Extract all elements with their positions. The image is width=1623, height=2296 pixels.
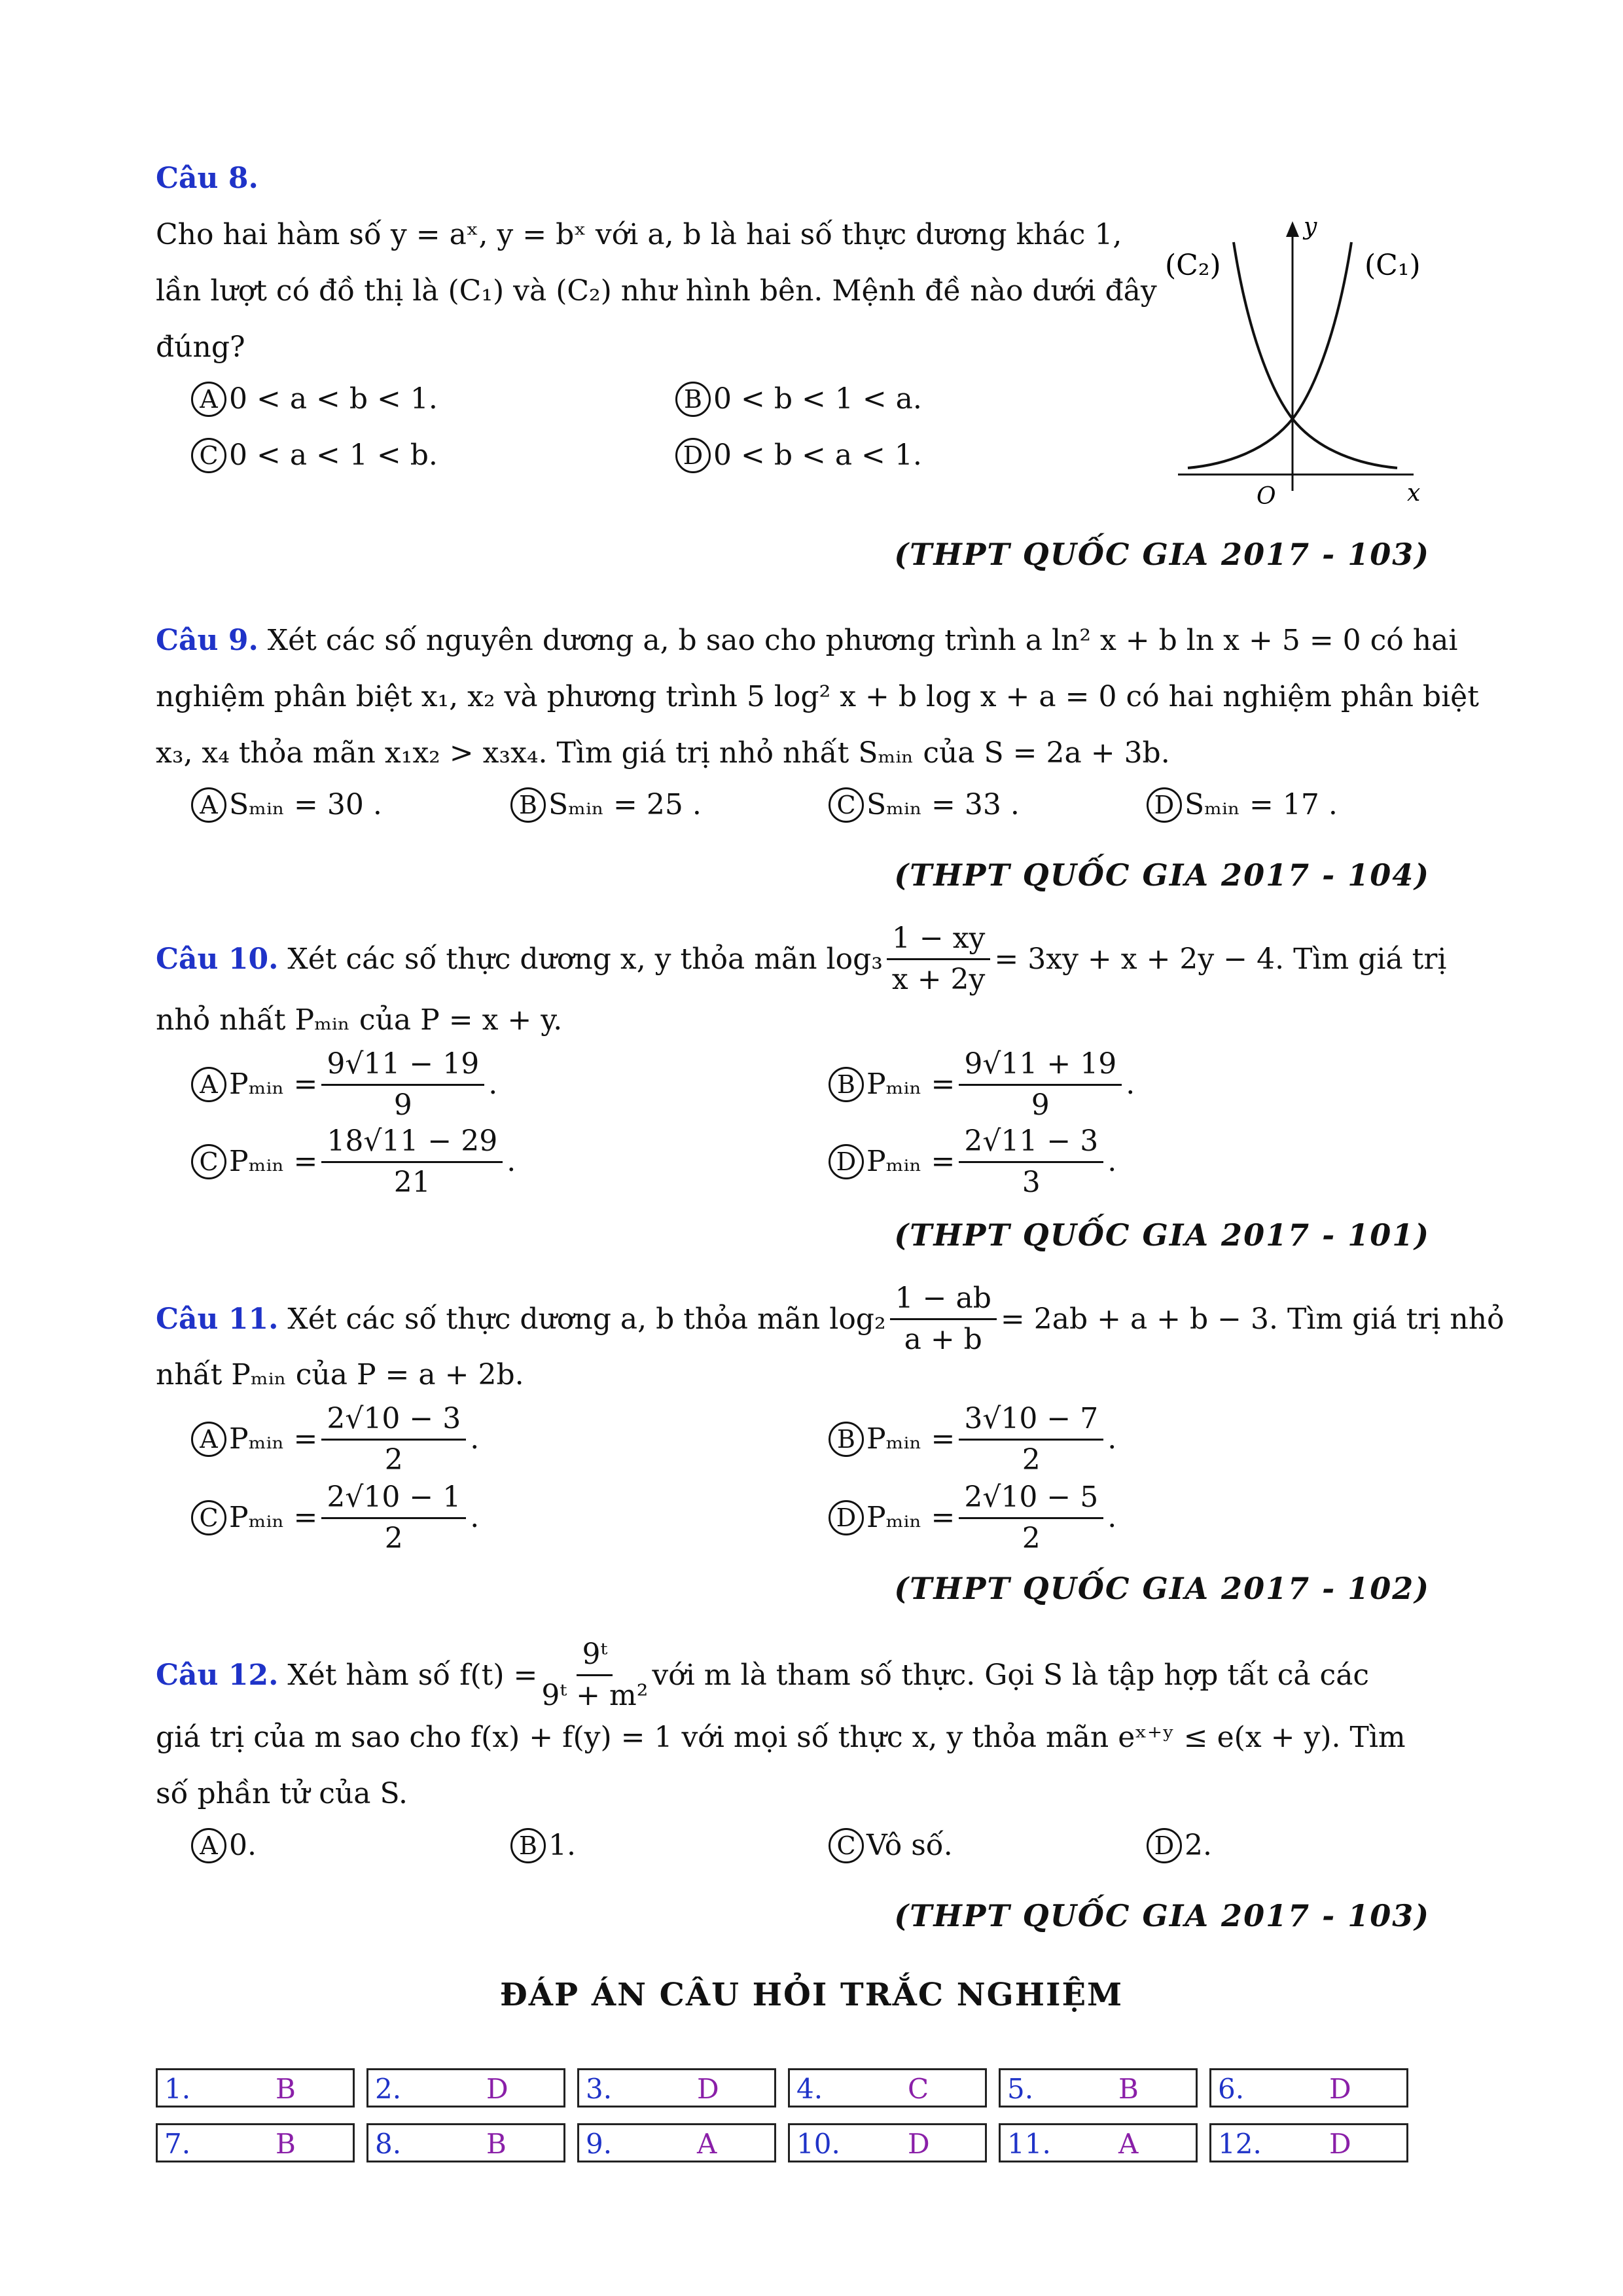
- q10-option-c[interactable]: C Pₘᵢₙ = $\frac{18√11 - 29}{21}$ .: [191, 1119, 516, 1204]
- option-letter: A: [191, 1067, 226, 1102]
- option-letter: C: [191, 1500, 226, 1535]
- x-label: x: [1407, 480, 1421, 507]
- answer-cell: 1. B: [156, 2068, 355, 2108]
- option-letter: B: [829, 1067, 864, 1102]
- q11-fraction: $\frac{1 - ab}{a + b}$: [890, 1279, 997, 1359]
- q9-line2: nghiệm phân biệt x₁, x₂ và phương trình 5 log² x + b log x + a = 0 có hai nghiệm phân biệt: [156, 680, 1479, 713]
- y-axis-arrow: [1286, 221, 1299, 237]
- answer-cell: 2. D: [366, 2068, 565, 2108]
- q9-line1: Câu 9. Xét các số nguyên dương a, b sao cho phương trình a ln² x + b ln x + 5 = 0 có hai: [156, 624, 1458, 657]
- q11-line1: Câu 11. Xét các số thực dương a, b thỏa mãn log₂ $\frac{1 - ab}{a + b}$ = 2ab + a + b − 3. Tìm giá trị nhỏ: [156, 1276, 1505, 1361]
- option-letter: D: [675, 438, 711, 473]
- answer-cell: 5. B: [999, 2068, 1198, 2108]
- answer-cell: 11. A: [999, 2123, 1198, 2162]
- q11-option-a[interactable]: A Pₘᵢₙ = $\frac{2√10 - 3}{2}$ .: [191, 1397, 479, 1482]
- q8-line1: Cho hai hàm số y = aˣ, y = bˣ với a, b là hai số thực dương khác 1,: [156, 218, 1122, 251]
- q8-source: (THPT QUỐC GIA 2017 - 103): [894, 537, 1430, 572]
- option-letter: D: [829, 1500, 864, 1535]
- q12-option-a[interactable]: A 0.: [191, 1826, 257, 1865]
- answer-cell: 4. C: [788, 2068, 987, 2108]
- option-letter: D: [1147, 1828, 1182, 1863]
- q11-line2: nhất Pₘᵢₙ của P = a + 2b.: [156, 1358, 524, 1391]
- q10-option-a[interactable]: A Pₘᵢₙ = $\frac{9√11 - 19}{9}$ .: [191, 1042, 497, 1127]
- q9-option-b[interactable]: B Sₘᵢₙ = 25 .: [510, 785, 702, 825]
- option-letter: C: [829, 1828, 864, 1863]
- q8-label: Câu 8.: [156, 162, 259, 195]
- q12-option-d[interactable]: D 2.: [1147, 1826, 1212, 1865]
- q12-line1: Câu 12. Xét hàm số f(t) = $\frac{\text{9ᵗ}}{\text{9ᵗ + m²}}$ với m là tham số thực. Gọi S là tập hợp tất cả các: [156, 1632, 1369, 1717]
- option-letter: A: [191, 382, 226, 417]
- q9-option-c[interactable]: C Sₘᵢₙ = 33 .: [829, 785, 1020, 825]
- option-letter: A: [191, 1828, 226, 1863]
- answer-cell: 12. D: [1209, 2123, 1408, 2162]
- q8-line3: đúng?: [156, 331, 245, 364]
- c2-label: (C₂): [1165, 249, 1221, 282]
- option-letter: A: [191, 1422, 226, 1457]
- answer-cell: 9. A: [577, 2123, 776, 2162]
- answer-cell: 8. B: [366, 2123, 565, 2162]
- q9-line3: x₃, x₄ thỏa mãn x₁x₂ > x₃x₄. Tìm giá trị nhỏ nhất Sₘᵢₙ của S = 2a + 3b.: [156, 736, 1170, 770]
- option-letter: B: [829, 1422, 864, 1457]
- option-letter: B: [675, 382, 711, 417]
- option-letter: B: [510, 1828, 546, 1863]
- q8-option-b[interactable]: B 0 < b < 1 < a.: [675, 380, 922, 419]
- answer-cell: 6. D: [1209, 2068, 1408, 2108]
- y-label: y: [1304, 213, 1317, 240]
- q10-line2: nhỏ nhất Pₘᵢₙ của P = x + y.: [156, 1003, 563, 1037]
- q9-option-a[interactable]: A Sₘᵢₙ = 30 .: [191, 785, 382, 825]
- q9-source: (THPT QUỐC GIA 2017 - 104): [894, 857, 1430, 893]
- option-letter: C: [829, 787, 864, 823]
- q11-option-d[interactable]: D Pₘᵢₙ = $\frac{2√10 - 5}{2}$ .: [829, 1475, 1116, 1560]
- option-letter: D: [1147, 787, 1182, 823]
- option-letter: C: [191, 1144, 226, 1179]
- c1-label: (C₁): [1364, 249, 1421, 282]
- q11-option-c[interactable]: C Pₘᵢₙ = $\frac{2√10 - 1}{2}$ .: [191, 1475, 479, 1560]
- q11-source: (THPT QUỐC GIA 2017 - 102): [894, 1571, 1430, 1606]
- q8-line2: lần lượt có đồ thị là (C₁) và (C₂) như hình bên. Mệnh đề nào dưới đây: [156, 274, 1157, 308]
- q12-line2: giá trị của m sao cho f(x) + f(y) = 1 với mọi số thực x, y thỏa mãn eˣ⁺ʸ ≤ e(x + y). Tìm: [156, 1721, 1406, 1754]
- q10-option-d[interactable]: D Pₘᵢₙ = $\frac{2√11 - 3}{3}$ .: [829, 1119, 1116, 1204]
- q8-option-a[interactable]: A 0 < a < b < 1.: [191, 380, 438, 419]
- answers-title: ĐÁP ÁN CÂU HỎI TRẮC NGHIỆM: [499, 1977, 1124, 2013]
- q9-option-d[interactable]: D Sₘᵢₙ = 17 .: [1147, 785, 1338, 825]
- answer-cell: 10. D: [788, 2123, 987, 2162]
- q10-fraction: $\frac{1 - xy}{x + 2y}$: [887, 919, 991, 999]
- option-letter: B: [510, 787, 546, 823]
- q12-option-b[interactable]: B 1.: [510, 1826, 576, 1865]
- option-letter: C: [191, 438, 226, 473]
- answer-cell: 7. B: [156, 2123, 355, 2162]
- answer-cell: 3. D: [577, 2068, 776, 2108]
- option-letter: D: [829, 1144, 864, 1179]
- q10-source: (THPT QUỐC GIA 2017 - 101): [894, 1217, 1430, 1253]
- q8-option-d[interactable]: D 0 < b < a < 1.: [675, 436, 922, 475]
- q12-source: (THPT QUỐC GIA 2017 - 103): [894, 1898, 1430, 1933]
- q10-option-b[interactable]: B Pₘᵢₙ = $\frac{9√11 + 19}{9}$ .: [829, 1042, 1135, 1127]
- option-letter: A: [191, 787, 226, 823]
- q10-line1: Câu 10. Xét các số thực dương x, y thỏa mãn log₃ $\frac{1 - xy}{x + 2y}$ = 3xy + x + 2y − 4. Tìm giá trị: [156, 916, 1446, 1001]
- q11-option-b[interactable]: B Pₘᵢₙ = $\frac{3√10 - 7}{2}$ .: [829, 1397, 1116, 1482]
- q12-option-c[interactable]: C Vô số.: [829, 1826, 953, 1865]
- q12-fraction: $\frac{\text{9ᵗ}}{\text{9ᵗ + m²}}$: [541, 1635, 648, 1715]
- q8-option-c[interactable]: C 0 < a < 1 < b.: [191, 436, 438, 475]
- origin-label: O: [1257, 483, 1276, 510]
- q12-line3: số phần tử của S.: [156, 1777, 408, 1810]
- q8-graph: [1152, 203, 1453, 511]
